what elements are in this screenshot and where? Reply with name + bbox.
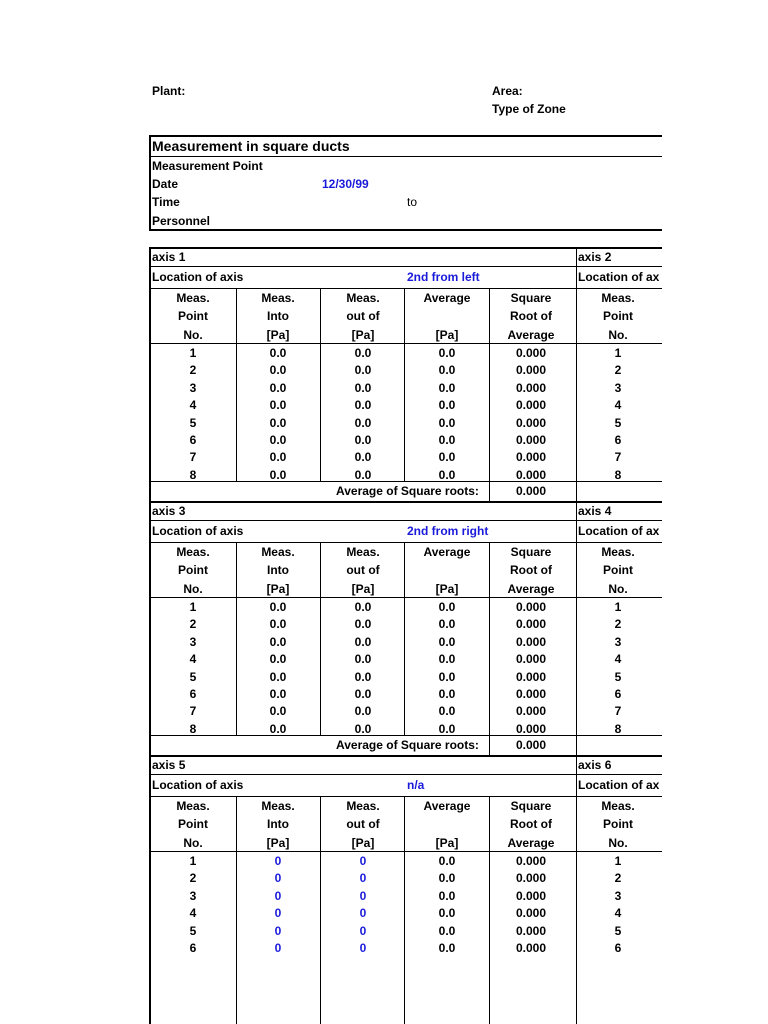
axis-label-right: axis 4: [578, 504, 612, 518]
point-number: 6: [189, 433, 197, 447]
point-number: 4: [189, 398, 197, 413]
table-cell: 0.0: [354, 617, 372, 632]
column-header: [Pa]: [435, 327, 459, 342]
table-cell: 0.000: [515, 346, 547, 360]
table-cell: 0.0: [354, 433, 372, 447]
column-header: Meas.: [261, 291, 295, 305]
point-number-right: 8: [614, 467, 622, 482]
table-cell: 0.000: [515, 363, 547, 378]
table-cell: 0.000: [515, 617, 547, 632]
table-cell: 0.0: [354, 398, 372, 413]
column-header-right: Point: [603, 309, 633, 324]
location-value[interactable]: 2nd from right: [407, 524, 489, 538]
table-cell: 0.0: [354, 467, 372, 482]
table-cell: 0.000: [515, 450, 547, 465]
point-number-right: 8: [614, 721, 622, 736]
column-header: Average: [423, 291, 471, 305]
table-cell: 0.0: [438, 433, 456, 447]
column-header: [Pa]: [435, 581, 459, 596]
column-header: Average: [507, 581, 555, 596]
column-header: No.: [183, 327, 203, 342]
location-label-right: Location of ax: [578, 270, 660, 284]
table-cell: 0.0: [438, 941, 456, 955]
point-number: 1: [189, 600, 197, 614]
avg-sqrt-label: Average of Square roots:: [336, 484, 479, 498]
axis-split-border: [576, 755, 577, 1024]
point-number: 3: [189, 380, 197, 395]
axis-label-right: axis 6: [578, 758, 612, 772]
table-cell: 0.0: [438, 704, 456, 719]
point-number-right: 2: [614, 617, 622, 632]
location-value[interactable]: n/a: [407, 778, 425, 792]
table-cell: 0.0: [354, 450, 372, 465]
table-cell: 0.0: [438, 380, 456, 395]
time-to-label: to: [407, 195, 418, 209]
point-number-right: 4: [614, 652, 622, 667]
column-header-right: Point: [603, 563, 633, 578]
area-label: Area:: [492, 84, 523, 98]
table-cell: 0.0: [438, 652, 456, 667]
measurement-point-label: Measurement Point: [152, 159, 263, 173]
axis-top-border: [149, 755, 662, 757]
axis-label-right: axis 2: [578, 250, 612, 264]
column-header: Root of: [510, 563, 552, 578]
table-cell[interactable]: 0: [274, 854, 282, 868]
point-number-right: 6: [614, 941, 622, 955]
table-cell: 0.0: [438, 467, 456, 482]
axis-split-border: [576, 247, 577, 501]
table-cell: 0.0: [438, 617, 456, 632]
header-top-border: [149, 542, 662, 543]
point-number-right: 4: [614, 398, 622, 413]
table-cell: 0.0: [269, 704, 287, 719]
table-cell: 0.0: [438, 363, 456, 378]
table-cell: 0.0: [354, 669, 372, 684]
location-label-right: Location of ax: [578, 524, 660, 538]
table-cell[interactable]: 0: [359, 888, 367, 903]
point-number: 8: [189, 467, 197, 482]
table-cell: 0.0: [438, 600, 456, 614]
point-number-right: 1: [614, 346, 622, 360]
column-header: Into: [267, 309, 289, 324]
point-number-right: 1: [614, 854, 622, 868]
column-header: Meas.: [261, 799, 295, 813]
column-header: Meas.: [346, 291, 380, 305]
column-header: [Pa]: [435, 835, 459, 850]
header-bottom-border: [149, 597, 662, 598]
column-header: Meas.: [346, 545, 380, 559]
zone-type-label: Type of Zone: [492, 102, 566, 116]
point-number: 8: [189, 721, 197, 736]
header-top-border: [149, 796, 662, 797]
column-header-right: Meas.: [601, 799, 635, 813]
avg-sqrt-label: Average of Square roots:: [336, 738, 479, 752]
table-cell[interactable]: 0: [274, 888, 282, 903]
table-cell: 0.0: [438, 871, 456, 886]
column-header: Meas.: [261, 545, 295, 559]
table-cell: 0.0: [438, 687, 456, 701]
column-header: Average: [423, 545, 471, 559]
point-number: 5: [189, 669, 197, 684]
table-cell: 0.0: [354, 721, 372, 736]
table-cell: 0.0: [438, 721, 456, 736]
table-cell: 0.000: [515, 906, 547, 921]
column-header: [Pa]: [266, 581, 290, 596]
point-number: 1: [189, 854, 197, 868]
table-cell[interactable]: 0: [359, 906, 367, 921]
point-number: 2: [189, 363, 197, 378]
table-cell: 0.0: [269, 363, 287, 378]
location-label: Location of axis: [152, 524, 244, 538]
column-header: [Pa]: [351, 327, 375, 342]
table-cell: 0.000: [515, 433, 547, 447]
column-header-right: No.: [608, 581, 628, 596]
table-cell: 0.0: [269, 433, 287, 447]
table-cell[interactable]: 0: [359, 923, 367, 938]
column-header: Meas.: [176, 545, 210, 559]
table-cell: 0.0: [438, 450, 456, 465]
table-cell: 0.0: [269, 617, 287, 632]
table-cell: 0.0: [354, 600, 372, 614]
column-header: Average: [507, 327, 555, 342]
axis-label: axis 3: [152, 504, 186, 518]
table-cell: 0.0: [269, 669, 287, 684]
table-cell[interactable]: 0: [274, 871, 282, 886]
table-cell: 0.0: [438, 923, 456, 938]
table-cell: 0.0: [438, 634, 456, 649]
column-header: out of: [346, 309, 380, 324]
point-number-right: 2: [614, 363, 622, 378]
column-header: Root of: [510, 309, 552, 324]
table-cell: 0.0: [354, 687, 372, 701]
table-cell: 0.0: [354, 704, 372, 719]
table-cell[interactable]: 0: [274, 923, 282, 938]
column-header: [Pa]: [266, 835, 290, 850]
table-cell: 0.0: [438, 669, 456, 684]
column-header: Into: [267, 817, 289, 832]
table-cell: 0.000: [515, 600, 547, 614]
plant-label: Plant:: [152, 84, 186, 98]
column-header: Average: [507, 835, 555, 850]
table-cell: 0.0: [354, 652, 372, 667]
point-number: 4: [189, 906, 197, 921]
column-header: out of: [346, 563, 380, 578]
point-number-right: 6: [614, 433, 622, 447]
column-header: Square: [510, 799, 552, 813]
axis-label: axis 5: [152, 758, 186, 772]
location-label: Location of axis: [152, 778, 244, 792]
time-label: Time: [152, 195, 180, 209]
point-number: 3: [189, 888, 197, 903]
point-number: 4: [189, 652, 197, 667]
header-bottom-border: [149, 343, 662, 344]
table-cell: 0.0: [269, 346, 287, 360]
column-header: Meas.: [346, 799, 380, 813]
table-cell: 0.000: [515, 652, 547, 667]
table-cell: 0.0: [438, 415, 456, 430]
table-cell: 0.0: [354, 346, 372, 360]
axis-row-divider: [149, 266, 662, 267]
axis-row-divider: [149, 520, 662, 521]
location-label: Location of axis: [152, 270, 244, 284]
column-header: Square: [510, 291, 552, 305]
table-cell: 0.0: [269, 380, 287, 395]
avg-sqrt-value: 0.000: [515, 738, 547, 752]
axis-label: axis 1: [152, 250, 186, 264]
table-cell: 0.000: [515, 398, 547, 413]
table-cell: 0.0: [269, 721, 287, 736]
table-cell: 0.0: [269, 600, 287, 614]
table-cell: 0.0: [269, 634, 287, 649]
column-header: Meas.: [176, 291, 210, 305]
table-cell: 0.0: [269, 652, 287, 667]
table-cell: 0.000: [515, 634, 547, 649]
table-cell: 0.0: [269, 450, 287, 465]
column-header: Point: [178, 563, 208, 578]
personnel-label: Personnel: [152, 214, 211, 228]
avg-sqrt-value: 0.000: [515, 484, 547, 498]
column-header-right: Meas.: [601, 291, 635, 305]
point-number: 1: [189, 346, 197, 360]
point-number-right: 7: [614, 450, 622, 465]
table-cell: 0.0: [354, 363, 372, 378]
point-number: 6: [189, 687, 197, 701]
column-header-right: Meas.: [601, 545, 635, 559]
table-cell: 0.000: [515, 941, 547, 955]
point-number: 5: [189, 923, 197, 938]
column-header: Square: [510, 545, 552, 559]
column-header: [Pa]: [266, 327, 290, 342]
point-number-right: 5: [614, 669, 622, 684]
point-number: 3: [189, 634, 197, 649]
column-header: Meas.: [176, 799, 210, 813]
table-cell: 0.0: [438, 346, 456, 360]
header-top-border: [149, 288, 662, 289]
table-cell: 0.0: [438, 398, 456, 413]
column-header: No.: [183, 835, 203, 850]
column-header: [Pa]: [351, 835, 375, 850]
axis-top-border: [149, 501, 662, 503]
table-cell[interactable]: 0: [359, 854, 367, 868]
table-cell: 0.000: [515, 467, 547, 482]
table-cell: 0.000: [515, 687, 547, 701]
point-number: 7: [189, 704, 197, 719]
column-header-right: No.: [608, 835, 628, 850]
table-cell: 0.0: [269, 467, 287, 482]
location-label-right: Location of ax: [578, 778, 660, 792]
table-cell: 0.0: [269, 415, 287, 430]
table-cell[interactable]: 0: [359, 941, 367, 955]
column-header: Average: [423, 799, 471, 813]
column-header: [Pa]: [351, 581, 375, 596]
header-bottom-border: [149, 851, 662, 852]
table-cell: 0.0: [269, 687, 287, 701]
table-cell[interactable]: 0: [274, 906, 282, 921]
date-label: Date: [152, 177, 179, 191]
point-number: 6: [189, 941, 197, 955]
table-cell: 0.000: [515, 721, 547, 736]
table-cell: 0.000: [515, 704, 547, 719]
point-number: 5: [189, 415, 197, 430]
axis-split-border: [576, 501, 577, 755]
point-number-right: 2: [614, 871, 622, 886]
table-cell: 0.0: [354, 634, 372, 649]
table-cell: 0.000: [515, 669, 547, 684]
point-number-right: 3: [614, 634, 622, 649]
point-number-right: 6: [614, 687, 622, 701]
table-cell: 0.000: [515, 888, 547, 903]
column-header-right: Point: [603, 817, 633, 832]
column-header: Point: [178, 309, 208, 324]
point-number-right: 4: [614, 906, 622, 921]
table-cell: 0.0: [438, 854, 456, 868]
table-cell[interactable]: 0: [359, 871, 367, 886]
point-number-right: 3: [614, 888, 622, 903]
table-cell: 0.000: [515, 923, 547, 938]
point-number: 2: [189, 617, 197, 632]
table-cell: 0.0: [438, 906, 456, 921]
location-value[interactable]: 2nd from left: [407, 270, 480, 284]
table-cell: 0.0: [354, 415, 372, 430]
table-cell: 0.0: [354, 380, 372, 395]
point-number-right: 3: [614, 380, 622, 395]
table-cell: 0.000: [515, 871, 547, 886]
column-header: Point: [178, 817, 208, 832]
column-header: out of: [346, 817, 380, 832]
column-header: Into: [267, 563, 289, 578]
point-number: 7: [189, 450, 197, 465]
point-number: 2: [189, 871, 197, 886]
date-value[interactable]: 12/30/99: [322, 177, 369, 191]
point-number-right: 1: [614, 600, 622, 614]
axis-top-border: [149, 247, 662, 249]
point-number-right: 7: [614, 704, 622, 719]
table-cell: 0.0: [438, 888, 456, 903]
point-number-right: 5: [614, 923, 622, 938]
table-cell: 0.000: [515, 380, 547, 395]
column-header-right: No.: [608, 327, 628, 342]
table-cell: 0.000: [515, 415, 547, 430]
point-number-right: 5: [614, 415, 622, 430]
axis-row-divider: [149, 774, 662, 775]
column-header: Root of: [510, 817, 552, 832]
table-cell: 0.0: [269, 398, 287, 413]
table-cell: 0.000: [515, 854, 547, 868]
info-title: Measurement in square ducts: [152, 138, 350, 154]
table-cell[interactable]: 0: [274, 941, 282, 955]
column-header: No.: [183, 581, 203, 596]
